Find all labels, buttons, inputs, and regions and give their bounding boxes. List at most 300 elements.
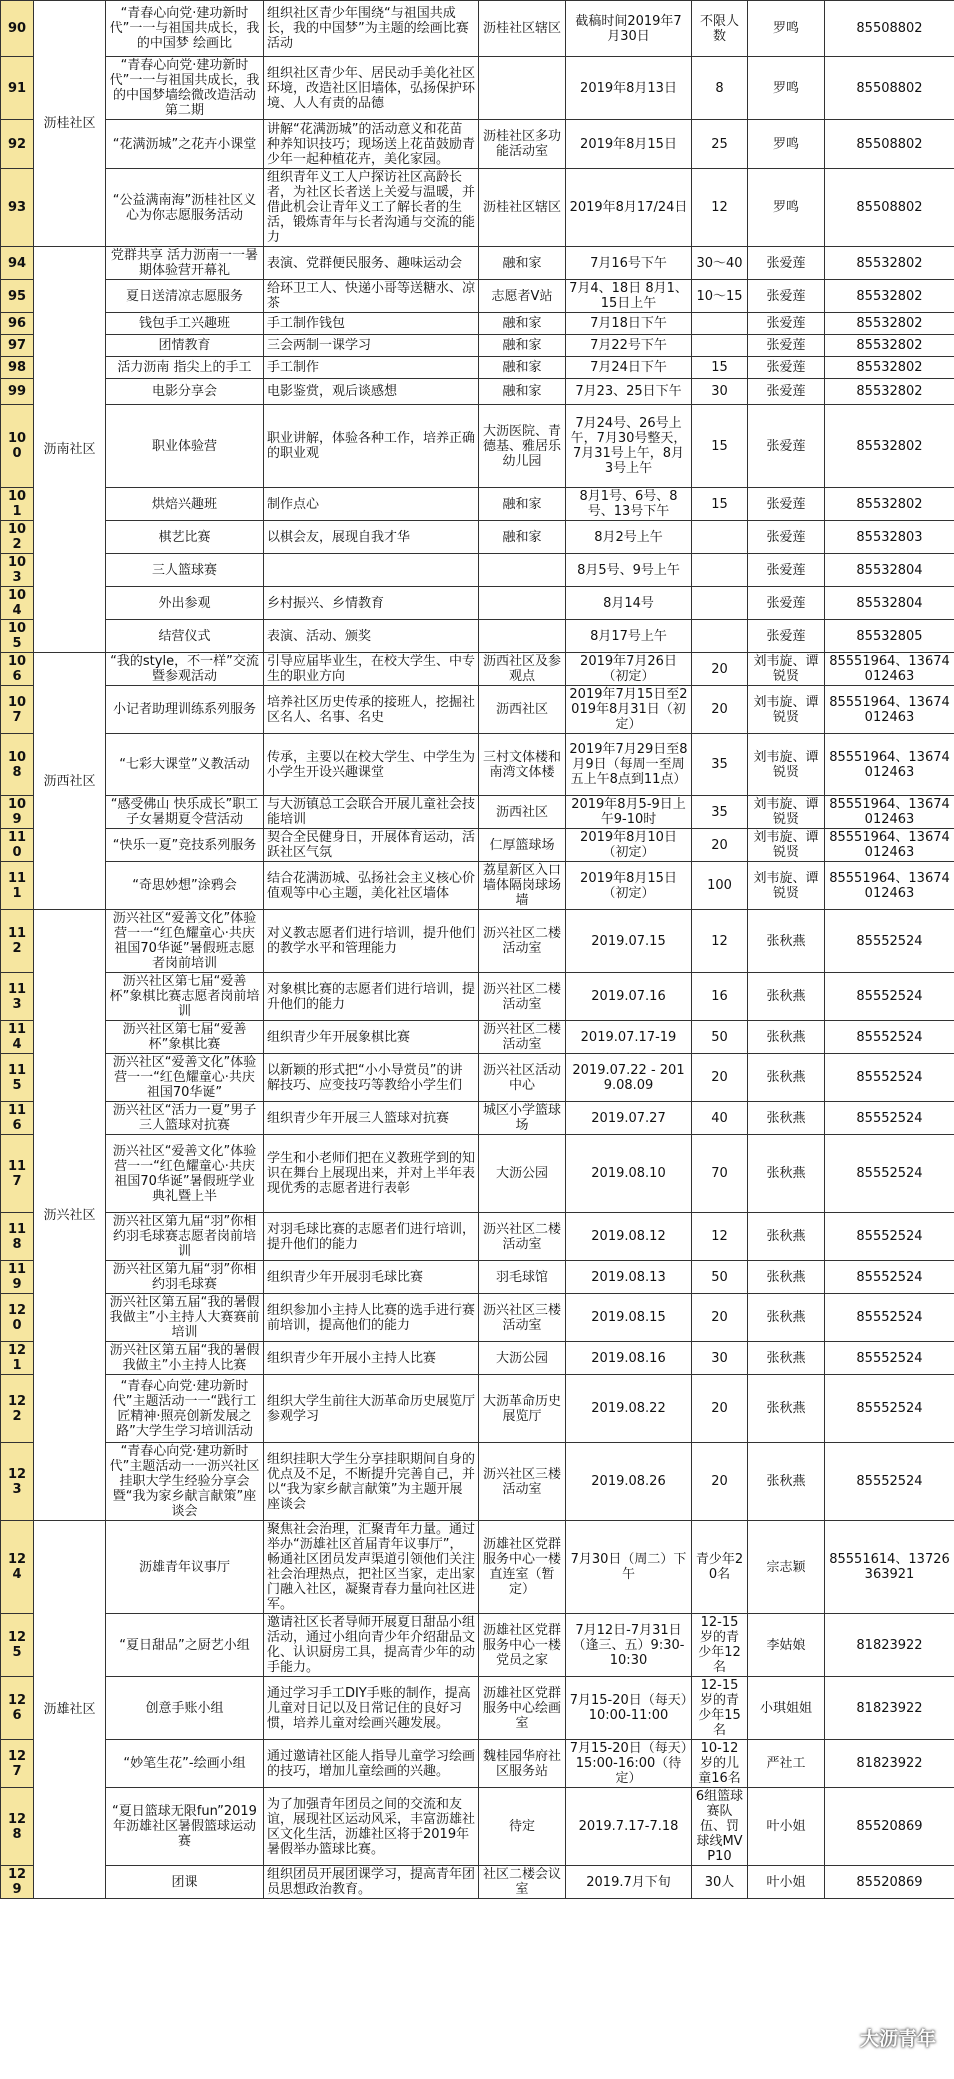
description-cell: 讲解“花满沥城”的活动意义和花苗种养知识技巧；现场送上花苗鼓励青少年一起种植花卉，美化家园。 — [264, 120, 479, 169]
row-number-cell: 94 — [1, 247, 34, 280]
table-row — [1, 1443, 954, 1521]
time-cell: 7月15-20日（每天）10:00-11:00 — [566, 1677, 692, 1740]
participants-cell: 30 — [692, 1342, 748, 1375]
time-cell: 2019年8月15日（初定） — [566, 862, 692, 910]
schedule-body — [1, 1, 954, 1899]
participants-cell — [692, 587, 748, 620]
participants-cell: 20 — [692, 829, 748, 862]
contact-person-cell: 张秋燕 — [748, 1135, 825, 1213]
contact-person-cell: 罗鸣 — [748, 120, 825, 169]
table-row — [1, 973, 954, 1021]
activity-cell: 电影分享会 — [106, 379, 264, 405]
description-cell: 聚焦社会治理，汇聚青年力量。通过举办“沥雄社区首届青年议事厅”，畅通社区团员发声渠道引领他们关注社会治理热点，把社区当家，走出家门融入社区，凝聚青春力量向社区进军。 — [264, 1521, 479, 1614]
table-row — [1, 734, 954, 796]
description-cell: 以新颖的形式把“小小导赏员”的讲解技巧、应变技巧等教给小学生们 — [264, 1054, 479, 1102]
contact-person-cell: 张爱莲 — [748, 357, 825, 379]
location-cell: 沥兴社区活动中心 — [479, 1054, 566, 1102]
participants-cell: 30人 — [692, 1866, 748, 1899]
location-cell: 大沥医院、青德基、雅居乐幼儿园 — [479, 405, 566, 488]
time-cell: 2019年8月17/24日 — [566, 169, 692, 247]
row-number-cell: 116 — [1, 1102, 34, 1135]
participants-cell: 40 — [692, 1102, 748, 1135]
participants-cell: 50 — [692, 1021, 748, 1054]
time-cell: 8月1号、6号、8号、13号下午 — [566, 488, 692, 521]
activity-cell: 沥兴社区“爱善文化”体验营一一“红色耀童心·共庆祖国70华诞”暑假班学业典礼暨上半 — [106, 1135, 264, 1213]
contact-person-cell: 严社工 — [748, 1740, 825, 1788]
table-row — [1, 405, 954, 488]
time-cell: 2019年7月15日至2019年8月31日（初定） — [566, 686, 692, 734]
table-row — [1, 169, 954, 247]
phone-cell: 85520869 — [825, 1788, 954, 1866]
table-row — [1, 1788, 954, 1866]
table-row — [1, 1677, 954, 1740]
location-cell: 沥兴社区二楼活动室 — [479, 973, 566, 1021]
table-row — [1, 280, 954, 313]
phone-cell: 85551964、13674012463 — [825, 862, 954, 910]
activity-cell: “青春心向党·建功新时代”主题活动一一沥兴社区挂职大学生经验分享会暨“我为家乡献言献策”座谈会 — [106, 1443, 264, 1521]
phone-cell: 85552524 — [825, 1135, 954, 1213]
phone-cell: 85520869 — [825, 1866, 954, 1899]
contact-person-cell: 罗鸣 — [748, 57, 825, 120]
description-cell: 与大沥镇总工会联合开展儿童社会技能培训 — [264, 796, 479, 829]
location-cell: 融和家 — [479, 247, 566, 280]
time-cell: 截稿时间2019年7月30日 — [566, 1, 692, 57]
table-row — [1, 686, 954, 734]
participants-cell: 12-15岁的青少年12名 — [692, 1614, 748, 1677]
phone-cell: 85552524 — [825, 1375, 954, 1443]
location-cell: 仁厚篮球场 — [479, 829, 566, 862]
participants-cell: 10-12岁的儿童16名 — [692, 1740, 748, 1788]
table-row — [1, 1021, 954, 1054]
participants-cell: 100 — [692, 862, 748, 910]
participants-cell: 15 — [692, 405, 748, 488]
participants-cell: 15 — [692, 357, 748, 379]
description-cell: 三会两制一课学习 — [264, 335, 479, 357]
time-cell: 2019.08.15 — [566, 1294, 692, 1342]
table-row — [1, 488, 954, 521]
description-cell: 组织团员开展团课学习，提高青年团员思想政治教育。 — [264, 1866, 479, 1899]
description-cell: 乡村振兴、乡情教育 — [264, 587, 479, 620]
row-number-cell: 92 — [1, 120, 34, 169]
description-cell: 学生和小老师们把在义教班学到的知识在舞台上展现出来，并对上半年表现优秀的志愿者进行表彰 — [264, 1135, 479, 1213]
row-number-cell: 96 — [1, 313, 34, 335]
table-row — [1, 247, 954, 280]
phone-cell: 81823922 — [825, 1740, 954, 1788]
row-number-cell: 109 — [1, 796, 34, 829]
row-number-cell: 120 — [1, 1294, 34, 1342]
row-number-cell: 123 — [1, 1443, 34, 1521]
contact-person-cell: 叶小姐 — [748, 1788, 825, 1866]
phone-cell: 85552524 — [825, 1342, 954, 1375]
activity-cell: 沥兴社区第五届“我的暑假我做主”小主持人比赛 — [106, 1342, 264, 1375]
contact-person-cell: 张爱莲 — [748, 335, 825, 357]
row-number-cell: 90 — [1, 1, 34, 57]
phone-cell: 85552524 — [825, 1294, 954, 1342]
table-row — [1, 57, 954, 120]
participants-cell: 10～15 — [692, 280, 748, 313]
activity-cell: “我的style，不一样”交流暨参观活动 — [106, 653, 264, 686]
community-cell: 沥兴社区 — [34, 910, 106, 1521]
time-cell: 8月17号上午 — [566, 620, 692, 653]
phone-cell: 85551964、13674012463 — [825, 653, 954, 686]
row-number-cell: 106 — [1, 653, 34, 686]
row-number-cell: 103 — [1, 554, 34, 587]
contact-person-cell: 张爱莲 — [748, 379, 825, 405]
location-cell: 沥西社区 — [479, 686, 566, 734]
participants-cell: 20 — [692, 686, 748, 734]
participants-cell — [692, 335, 748, 357]
contact-person-cell: 李姑娘 — [748, 1614, 825, 1677]
location-cell: 城区小学篮球场 — [479, 1102, 566, 1135]
location-cell: 大沥公园 — [479, 1342, 566, 1375]
description-cell: 以棋会友，展现自我才华 — [264, 521, 479, 554]
contact-person-cell: 罗鸣 — [748, 1, 825, 57]
phone-cell: 85532804 — [825, 587, 954, 620]
participants-cell: 30 — [692, 379, 748, 405]
table-row — [1, 1054, 954, 1102]
location-cell: 沥兴社区二楼活动室 — [479, 1021, 566, 1054]
time-cell: 2019年8月10日（初定） — [566, 829, 692, 862]
contact-person-cell: 张爱莲 — [748, 280, 825, 313]
location-cell: 大沥革命历史展览厅 — [479, 1375, 566, 1443]
row-number-cell: 93 — [1, 169, 34, 247]
description-cell: 邀请社区长者导师开展夏日甜品小组活动，通过小组向青少年介绍甜品文化、认识厨房工具，提高青少年的动手能力。 — [264, 1614, 479, 1677]
row-number-cell: 98 — [1, 357, 34, 379]
location-cell: 沥兴社区二楼活动室 — [479, 910, 566, 973]
table-row — [1, 829, 954, 862]
phone-cell: 85551964、13674012463 — [825, 796, 954, 829]
location-cell: 沥兴社区三楼活动室 — [479, 1294, 566, 1342]
participants-cell: 35 — [692, 734, 748, 796]
location-cell: 志愿者V站 — [479, 280, 566, 313]
description-cell: 契合全民健身日，开展体育运动，活跃社区气氛 — [264, 829, 479, 862]
contact-person-cell: 宗志颖 — [748, 1521, 825, 1614]
activity-cell: 党群共享 活力沥南一一暑期体验营开幕礼 — [106, 247, 264, 280]
description-cell: 通过学习手工DIY手账的制作，提高儿童对日记以及日常记住的良好习惯，培养儿童对绘画兴趣发展。 — [264, 1677, 479, 1740]
row-number-cell: 115 — [1, 1054, 34, 1102]
time-cell: 2019.07.17-19 — [566, 1021, 692, 1054]
contact-person-cell: 张秋燕 — [748, 1102, 825, 1135]
description-cell: 组织青少年开展象棋比赛 — [264, 1021, 479, 1054]
description-cell: 传承，主要以在校大学生、中学生为小学生开设兴趣课堂 — [264, 734, 479, 796]
phone-cell: 85552524 — [825, 973, 954, 1021]
description-cell: 手工制作钱包 — [264, 313, 479, 335]
time-cell: 7月30日（周二）下午 — [566, 1521, 692, 1614]
row-number-cell: 129 — [1, 1866, 34, 1899]
row-number-cell: 118 — [1, 1213, 34, 1261]
time-cell: 2019年8月15日 — [566, 120, 692, 169]
location-cell: 沥兴社区三楼活动室 — [479, 1443, 566, 1521]
table-row — [1, 1102, 954, 1135]
table-row — [1, 862, 954, 910]
community-cell: 沥西社区 — [34, 653, 106, 910]
contact-person-cell: 张秋燕 — [748, 1054, 825, 1102]
participants-cell: 12 — [692, 1213, 748, 1261]
participants-cell: 6组篮球赛队伍、罚球线MVP10 — [692, 1788, 748, 1866]
community-cell: 沥雄社区 — [34, 1521, 106, 1899]
time-cell: 2019.07.16 — [566, 973, 692, 1021]
description-cell: 组织挂职大学生分享挂职期间自身的优点及不足，不断提升完善自己，并以“我为家乡献言献策”为主题开展座谈会 — [264, 1443, 479, 1521]
time-cell: 2019.08.22 — [566, 1375, 692, 1443]
activity-cell: “青春心向党·建功新时代”一一与祖国共成长，我的中国梦 绘画比 — [106, 1, 264, 57]
activity-cell: 结营仪式 — [106, 620, 264, 653]
location-cell: 沥西社区及参观点 — [479, 653, 566, 686]
contact-person-cell: 张秋燕 — [748, 910, 825, 973]
location-cell — [479, 620, 566, 653]
description-cell: 组织青少年开展三人篮球对抗赛 — [264, 1102, 479, 1135]
participants-cell: 15 — [692, 488, 748, 521]
time-cell: 2019年8月13日 — [566, 57, 692, 120]
phone-cell: 85552524 — [825, 1213, 954, 1261]
phone-cell: 85508802 — [825, 169, 954, 247]
location-cell: 荔星新区入口墙体隔岗球场墙 — [479, 862, 566, 910]
row-number-cell: 124 — [1, 1521, 34, 1614]
table-row — [1, 335, 954, 357]
phone-cell: 85552524 — [825, 1443, 954, 1521]
location-cell: 沥兴社区二楼活动室 — [479, 1213, 566, 1261]
location-cell: 待定 — [479, 1788, 566, 1866]
row-number-cell: 100 — [1, 405, 34, 488]
wechat-icon — [826, 2023, 854, 2051]
phone-cell: 81823922 — [825, 1677, 954, 1740]
description-cell: 组织大学生前往大沥革命历史展览厅参观学习 — [264, 1375, 479, 1443]
description-cell: 对义教志愿者们进行培训，提升他们的教学水平和管理能力 — [264, 910, 479, 973]
phone-cell: 85532802 — [825, 379, 954, 405]
contact-person-cell: 张爱莲 — [748, 587, 825, 620]
description-cell — [264, 554, 479, 587]
table-row — [1, 521, 954, 554]
location-cell: 三村文体楼和南湾文体楼 — [479, 734, 566, 796]
table-row — [1, 1261, 954, 1294]
activity-cell: 钱包手工兴趣班 — [106, 313, 264, 335]
phone-cell: 85508802 — [825, 57, 954, 120]
activity-cell: 三人篮球赛 — [106, 554, 264, 587]
time-cell: 2019.08.12 — [566, 1213, 692, 1261]
contact-person-cell: 刘韦旋、谭锐贤 — [748, 686, 825, 734]
phone-cell: 85551964、13674012463 — [825, 686, 954, 734]
row-number-cell: 126 — [1, 1677, 34, 1740]
contact-person-cell: 张爱莲 — [748, 488, 825, 521]
time-cell: 7月18日下午 — [566, 313, 692, 335]
table-row — [1, 653, 954, 686]
time-cell: 7月24日下午 — [566, 357, 692, 379]
activity-cell: “公益满南海”沥桂社区义心为你志愿服务活动 — [106, 169, 264, 247]
row-number-cell: 104 — [1, 587, 34, 620]
description-cell: 组织社区青少年、居民动手美化社区环境，改造社区旧墙体，弘扬保护环境、人人有责的品德 — [264, 57, 479, 120]
activity-cell: “感受佛山 快乐成长”职工子女暑期夏令营活动 — [106, 796, 264, 829]
row-number-cell: 113 — [1, 973, 34, 1021]
table-row — [1, 1521, 954, 1614]
description-cell: 对象棋比赛的志愿者们进行培训，提升他们的能力 — [264, 973, 479, 1021]
table-row — [1, 120, 954, 169]
phone-cell: 85551964、13674012463 — [825, 829, 954, 862]
activity-cell: 外出参观 — [106, 587, 264, 620]
contact-person-cell: 张爱莲 — [748, 554, 825, 587]
activity-cell: “妙笔生花”-绘画小组 — [106, 1740, 264, 1788]
row-number-cell: 125 — [1, 1614, 34, 1677]
table-row — [1, 357, 954, 379]
time-cell: 7月4、18日 8月1、15日上午 — [566, 280, 692, 313]
watermark — [826, 2023, 936, 2051]
description-cell: 对羽毛球比赛的志愿者们进行培训，提升他们的能力 — [264, 1213, 479, 1261]
location-cell: 融和家 — [479, 313, 566, 335]
row-number-cell: 117 — [1, 1135, 34, 1213]
row-number-cell: 128 — [1, 1788, 34, 1866]
time-cell: 2019.7.17-7.18 — [566, 1788, 692, 1866]
time-cell: 2019.07.22 - 2019.08.09 — [566, 1054, 692, 1102]
activity-cell: “花满沥城”之花卉小课堂 — [106, 120, 264, 169]
contact-person-cell: 小琪姐姐 — [748, 1677, 825, 1740]
table-row — [1, 1294, 954, 1342]
activity-cell: 职业体验营 — [106, 405, 264, 488]
participants-cell: 30～40 — [692, 247, 748, 280]
time-cell: 2019.7月下旬 — [566, 1866, 692, 1899]
phone-cell: 85552524 — [825, 1261, 954, 1294]
time-cell: 7月24号、26号上午，7月30号整天，7月31号上午，8月3号上午 — [566, 405, 692, 488]
location-cell: 融和家 — [479, 335, 566, 357]
contact-person-cell: 张秋燕 — [748, 973, 825, 1021]
row-number-cell: 102 — [1, 521, 34, 554]
activity-cell: 沥兴社区“活力一夏”男子三人篮球对抗赛 — [106, 1102, 264, 1135]
row-number-cell: 122 — [1, 1375, 34, 1443]
description-cell: 组织青少年开展羽毛球比赛 — [264, 1261, 479, 1294]
contact-person-cell: 张秋燕 — [748, 1021, 825, 1054]
phone-cell: 85532802 — [825, 488, 954, 521]
location-cell: 融和家 — [479, 521, 566, 554]
row-number-cell: 121 — [1, 1342, 34, 1375]
location-cell: 沥桂社区辖区 — [479, 169, 566, 247]
phone-cell: 81823922 — [825, 1614, 954, 1677]
phone-cell: 85532802 — [825, 405, 954, 488]
activity-cell: “快乐一夏”竞技系列服务 — [106, 829, 264, 862]
description-cell: 制作点心 — [264, 488, 479, 521]
phone-cell: 85552524 — [825, 910, 954, 973]
time-cell: 2019.08.13 — [566, 1261, 692, 1294]
time-cell: 2019.08.10 — [566, 1135, 692, 1213]
activity-cell: 沥兴社区第九届“羽”你相约羽毛球赛 — [106, 1261, 264, 1294]
activity-cell: 创意手账小组 — [106, 1677, 264, 1740]
row-number-cell: 105 — [1, 620, 34, 653]
description-cell: 组织社区青少年围绕“与祖国共成长，我的中国梦”为主题的绘画比赛活动 — [264, 1, 479, 57]
location-cell: 融和家 — [479, 488, 566, 521]
activity-cell: 沥兴社区“爱善文化”体验营一一“红色耀童心·共庆祖国70华诞”暑假班志愿者岗前培训 — [106, 910, 264, 973]
row-number-cell: 95 — [1, 280, 34, 313]
activity-cell: 沥兴社区第七届“爱善杯”象棋比赛志愿者岗前培训 — [106, 973, 264, 1021]
row-number-cell: 127 — [1, 1740, 34, 1788]
row-number-cell: 99 — [1, 379, 34, 405]
time-cell: 2019年7月26日（初定） — [566, 653, 692, 686]
location-cell: 沥雄社区党群服务中心一楼党员之家 — [479, 1614, 566, 1677]
activity-cell: “青春心向党·建功新时代”一一与祖国共成长，我的中国梦墙绘微改造活动第二期 — [106, 57, 264, 120]
time-cell: 7月22号下午 — [566, 335, 692, 357]
description-cell: 表演、党群便民服务、趣味运动会 — [264, 247, 479, 280]
participants-cell: 20 — [692, 653, 748, 686]
time-cell: 2019年8月5-9日上午9-10时 — [566, 796, 692, 829]
phone-cell: 85532802 — [825, 247, 954, 280]
community-cell: 沥桂社区 — [34, 1, 106, 247]
activity-cell: 沥兴社区“爱善文化”体验营一一“红色耀童心·共庆祖国70华诞” — [106, 1054, 264, 1102]
activity-cell: 沥兴社区第七届“爱善杯”象棋比赛 — [106, 1021, 264, 1054]
location-cell — [479, 57, 566, 120]
participants-cell: 20 — [692, 1443, 748, 1521]
phone-cell: 85551964、13674012463 — [825, 734, 954, 796]
table-row — [1, 620, 954, 653]
time-cell: 8月14号 — [566, 587, 692, 620]
phone-cell: 85532802 — [825, 335, 954, 357]
activity-cell: 小记者助理训练系列服务 — [106, 686, 264, 734]
row-number-cell: 111 — [1, 862, 34, 910]
description-cell: 组织青少年开展小主持人比赛 — [264, 1342, 479, 1375]
location-cell: 沥雄社区党群服务中心绘画室 — [479, 1677, 566, 1740]
activity-cell: 棋艺比赛 — [106, 521, 264, 554]
contact-person-cell: 罗鸣 — [748, 169, 825, 247]
contact-person-cell: 张爱莲 — [748, 313, 825, 335]
phone-cell: 85532802 — [825, 357, 954, 379]
time-cell: 8月5号、9号上午 — [566, 554, 692, 587]
row-number-cell: 101 — [1, 488, 34, 521]
location-cell: 沥桂社区辖区 — [479, 1, 566, 57]
time-cell: 2019.07.15 — [566, 910, 692, 973]
table-row — [1, 379, 954, 405]
time-cell: 7月15-20日（每天）15:00-16:00（待定） — [566, 1740, 692, 1788]
participants-cell: 20 — [692, 1054, 748, 1102]
location-cell — [479, 554, 566, 587]
description-cell: 结合花满沥城、弘扬社会主义核心价值观等中心主题，美化社区墙体 — [264, 862, 479, 910]
activity-cell: 烘焙兴趣班 — [106, 488, 264, 521]
activity-cell: 团课 — [106, 1866, 264, 1899]
table-row — [1, 1740, 954, 1788]
description-cell: 组织青年义工人户探访社区高龄长者，为社区长者送上关爱与温暖，并借此机会让青年义工了解长者的生活，锻炼青年与长者沟通与交流的能力 — [264, 169, 479, 247]
row-number-cell: 97 — [1, 335, 34, 357]
location-cell: 社区二楼会议室 — [479, 1866, 566, 1899]
description-cell: 手工制作 — [264, 357, 479, 379]
table-row — [1, 1614, 954, 1677]
participants-cell — [692, 313, 748, 335]
time-cell: 2019.08.16 — [566, 1342, 692, 1375]
table-row — [1, 587, 954, 620]
participants-cell: 12 — [692, 910, 748, 973]
description-cell: 为了加强青年团员之间的交流和友谊，展现社区运动风采，丰富沥雄社区文化生活，沥雄社区将于2019年暑假举办篮球比赛。 — [264, 1788, 479, 1866]
activity-cell: “夏日甜品”之厨艺小组 — [106, 1614, 264, 1677]
participants-cell: 25 — [692, 120, 748, 169]
location-cell: 大沥公园 — [479, 1135, 566, 1213]
participants-cell: 12 — [692, 169, 748, 247]
activity-cell: 夏日送清凉志愿服务 — [106, 280, 264, 313]
description-cell: 培养社区历史传承的接班人，挖掘社区名人、名事、名史 — [264, 686, 479, 734]
contact-person-cell: 张秋燕 — [748, 1261, 825, 1294]
phone-cell: 85508802 — [825, 1, 954, 57]
time-cell: 7月12日-7月31日（逢三、五）9:30-10:30 — [566, 1614, 692, 1677]
phone-cell: 85552524 — [825, 1021, 954, 1054]
description-cell: 职业讲解，体验各种工作，培养正确的职业观 — [264, 405, 479, 488]
contact-person-cell: 张秋燕 — [748, 1213, 825, 1261]
location-cell — [479, 587, 566, 620]
contact-person-cell: 张秋燕 — [748, 1342, 825, 1375]
table-row — [1, 1135, 954, 1213]
description-cell: 引导应届毕业生，在校大学生、中专生的职业方向 — [264, 653, 479, 686]
table-row — [1, 910, 954, 973]
location-cell: 融和家 — [479, 379, 566, 405]
phone-cell: 85532802 — [825, 280, 954, 313]
community-cell: 沥南社区 — [34, 247, 106, 653]
activity-cell: 活力沥南 指尖上的手工 — [106, 357, 264, 379]
row-number-cell: 107 — [1, 686, 34, 734]
location-cell: 魏桂园华府社区服务站 — [479, 1740, 566, 1788]
activity-cell: “青春心向党·建功新时代”主题活动一一“践行工匠精神·照亮创新发展之路”大学生学习培训活动 — [106, 1375, 264, 1443]
participants-cell — [692, 521, 748, 554]
watermark-text: 大沥青年 — [859, 2027, 936, 2050]
row-number-cell: 91 — [1, 57, 34, 120]
